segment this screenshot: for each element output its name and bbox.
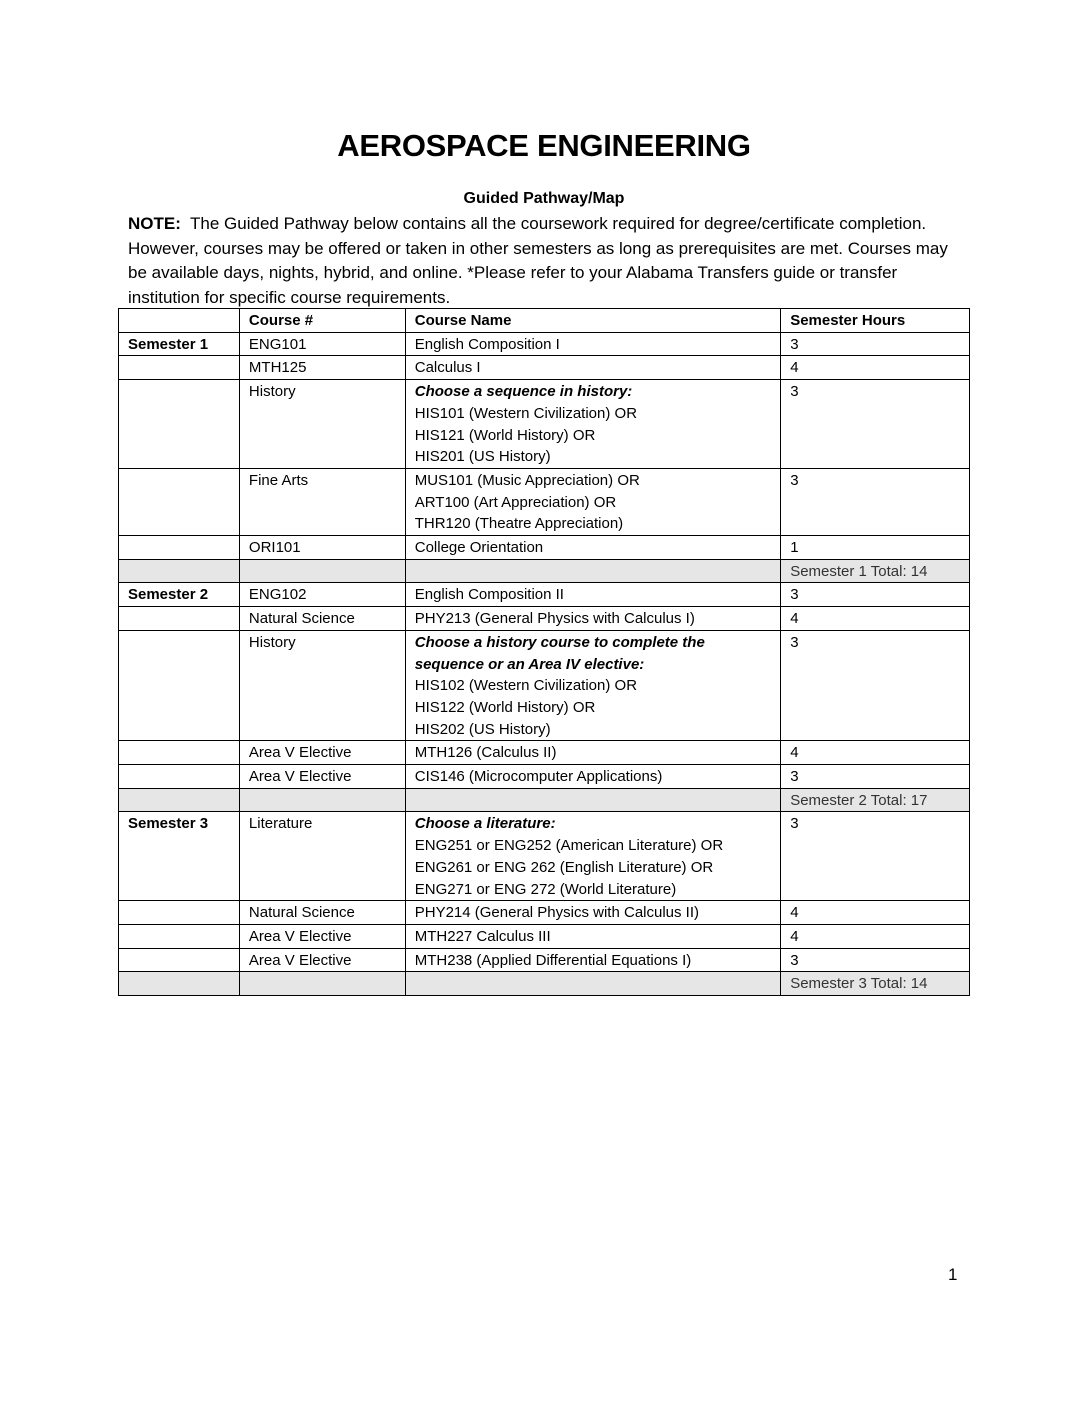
- course-number-cell: Natural Science: [239, 901, 405, 925]
- semester-total-row: [119, 972, 970, 996]
- empty-cell: [119, 559, 240, 583]
- course-name-line: Calculus I: [414, 359, 481, 377]
- semester-hours-cell: 3: [781, 948, 970, 972]
- table-row: [119, 332, 970, 356]
- course-name-line: HIS102 (Western Civilization) OR: [414, 677, 638, 695]
- note-text: The Guided Pathway below contains all the coursework required for degree/certificate completion. However, courses may be offered or taken in other semesters as long as prerequisites are met. Courses may be available days, nights, hybrid, and online. *Please refer to your Alabama Transfers guide or transfer institution for specific course requirements.: [128, 214, 948, 307]
- semester-hours-cell: 3: [781, 812, 970, 901]
- course-name-line: HIS101 (Western Civilization) OR: [414, 404, 638, 422]
- course-name-line: CIS146 (Microcomputer Applications): [414, 768, 663, 786]
- course-number-cell: Area V Elective: [239, 741, 405, 765]
- table-row: [119, 741, 970, 765]
- semester-cell: [119, 380, 240, 469]
- header-cell-semester: [119, 309, 240, 333]
- course-name-line: English Composition I: [414, 335, 560, 353]
- semester-hours-cell: 1: [781, 536, 970, 560]
- course-choice-instruction: Choose a sequence in history:: [414, 383, 633, 401]
- course-name-cell: [405, 741, 780, 765]
- course-number-cell: Area V Elective: [239, 948, 405, 972]
- empty-cell: [405, 788, 780, 812]
- semester-hours-cell: 4: [781, 356, 970, 380]
- semester-cell: [119, 630, 240, 741]
- course-number-cell: Fine Arts: [239, 468, 405, 535]
- table-row: [119, 924, 970, 948]
- course-name-cell: [405, 901, 780, 925]
- semester-total-cell: Semester 1 Total: 14: [781, 559, 970, 583]
- table-row: [119, 380, 970, 469]
- course-number-cell: MTH125: [239, 356, 405, 380]
- semester-cell: [119, 948, 240, 972]
- table-row: [119, 536, 970, 560]
- course-name-line: HIS201 (US History): [414, 448, 551, 466]
- semester-total-row: [119, 788, 970, 812]
- table-row: [119, 583, 970, 607]
- semester-hours-cell: 4: [781, 741, 970, 765]
- table-row: [119, 901, 970, 925]
- course-name-line: HIS122 (World History) OR: [414, 698, 596, 716]
- semester-hours-cell: 4: [781, 901, 970, 925]
- course-name-cell: [405, 536, 780, 560]
- semester-total-cell: Semester 2 Total: 17: [781, 788, 970, 812]
- course-name-line: PHY214 (General Physics with Calculus II): [414, 904, 700, 922]
- note-lead: NOTE:: [128, 214, 181, 233]
- empty-cell: [239, 972, 405, 996]
- course-number-cell: Area V Elective: [239, 924, 405, 948]
- course-name-cell: [405, 380, 780, 469]
- course-name-cell: [405, 356, 780, 380]
- course-name-line: MTH227 Calculus III: [414, 927, 551, 945]
- header-cell-course-name: Course Name: [405, 309, 780, 333]
- empty-cell: [405, 972, 780, 996]
- semester-hours-cell: 3: [781, 583, 970, 607]
- semester-cell: Semester 2: [119, 583, 240, 607]
- course-number-cell: History: [239, 630, 405, 741]
- course-name-cell: [405, 948, 780, 972]
- document-title: AEROSPACE ENGINEERING: [337, 128, 751, 163]
- page-number: 1: [948, 1265, 958, 1284]
- course-number-cell: Area V Elective: [239, 765, 405, 789]
- semester-cell: [119, 741, 240, 765]
- semester-total-row: [119, 559, 970, 583]
- semester-cell: [119, 468, 240, 535]
- course-choice-instruction: Choose a literature:: [414, 815, 556, 833]
- course-number-cell: ORI101: [239, 536, 405, 560]
- table-row: [119, 948, 970, 972]
- course-number-cell: Literature: [239, 812, 405, 901]
- course-name-line: ART100 (Art Appreciation) OR: [414, 493, 617, 511]
- table-row: [119, 812, 970, 901]
- course-name-cell: [405, 630, 780, 741]
- semester-cell: [119, 924, 240, 948]
- course-name-line: ENG251 or ENG252 (American Literature) OR: [414, 837, 724, 855]
- course-name-cell: [405, 607, 780, 631]
- semester-hours-cell: 4: [781, 607, 970, 631]
- table-row: [119, 356, 970, 380]
- course-name-line: ENG271 or ENG 272 (World Literature): [414, 880, 677, 898]
- course-name-cell: [405, 765, 780, 789]
- semester-cell: [119, 765, 240, 789]
- table-row: [119, 607, 970, 631]
- empty-cell: [239, 559, 405, 583]
- semester-cell: [119, 607, 240, 631]
- course-name-cell: [405, 583, 780, 607]
- semester-hours-cell: 3: [781, 468, 970, 535]
- course-name-cell: [405, 332, 780, 356]
- course-name-line: PHY213 (General Physics with Calculus I): [414, 610, 695, 628]
- empty-cell: [119, 972, 240, 996]
- header-cell-semester-hours: Semester Hours: [781, 309, 970, 333]
- header-cell-course-number: Course #: [239, 309, 405, 333]
- semester-hours-cell: 3: [781, 332, 970, 356]
- semester-hours-cell: 3: [781, 765, 970, 789]
- course-number-cell: ENG101: [239, 332, 405, 356]
- note-paragraph: [128, 212, 948, 310]
- semester-cell: Semester 1: [119, 332, 240, 356]
- semester-total-cell: Semester 3 Total: 14: [781, 972, 970, 996]
- course-name-line: MTH126 (Calculus II): [414, 744, 557, 762]
- course-name-line: MTH238 (Applied Differential Equations I): [414, 951, 692, 969]
- course-choice-instruction: Choose a history course to complete the sequence or an Area IV elective:: [414, 633, 705, 673]
- table-row: [119, 468, 970, 535]
- empty-cell: [239, 788, 405, 812]
- course-number-cell: Natural Science: [239, 607, 405, 631]
- course-name-line: ENG261 or ENG 262 (English Literature) OR: [414, 858, 714, 876]
- semester-hours-cell: 3: [781, 630, 970, 741]
- course-name-line: HIS202 (US History): [414, 720, 551, 738]
- course-name-line: College Orientation: [414, 539, 544, 557]
- semester-cell: [119, 536, 240, 560]
- empty-cell: [119, 788, 240, 812]
- semester-cell: [119, 356, 240, 380]
- course-name-line: HIS121 (World History) OR: [414, 426, 596, 444]
- document-subtitle: Guided Pathway/Map: [463, 190, 625, 207]
- table-row: [119, 765, 970, 789]
- semester-cell: [119, 901, 240, 925]
- course-name-line: THR120 (Theatre Appreciation): [414, 515, 624, 533]
- course-number-cell: ENG102: [239, 583, 405, 607]
- table-header-row: [119, 309, 970, 333]
- table-row: [119, 630, 970, 741]
- semester-hours-cell: 3: [781, 380, 970, 469]
- pathway-table: [118, 308, 970, 996]
- course-name-line: English Composition II: [414, 586, 564, 604]
- empty-cell: [405, 559, 780, 583]
- course-name-cell: [405, 924, 780, 948]
- course-name-cell: [405, 812, 780, 901]
- semester-cell: Semester 3: [119, 812, 240, 901]
- semester-hours-cell: 4: [781, 924, 970, 948]
- course-name-cell: [405, 468, 780, 535]
- course-number-cell: History: [239, 380, 405, 469]
- course-name-line: MUS101 (Music Appreciation) OR: [414, 471, 640, 489]
